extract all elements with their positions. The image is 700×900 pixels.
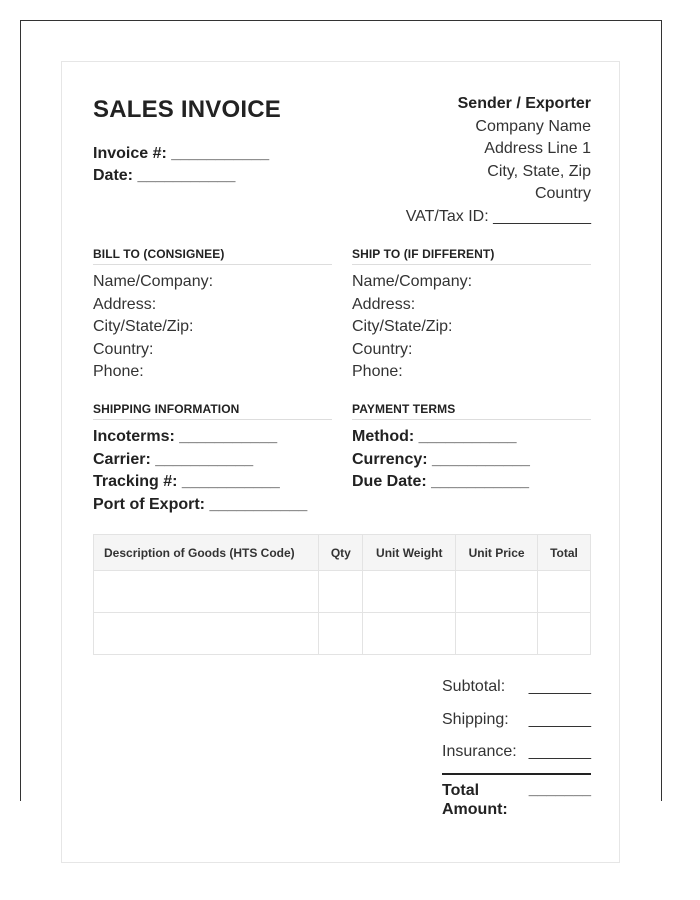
sender-country: Country xyxy=(534,185,591,202)
shipping-label: Shipping: xyxy=(442,710,509,728)
goods-table xyxy=(93,534,591,655)
carrier-field: Carrier: ___________ xyxy=(93,450,254,468)
document-viewport[interactable] xyxy=(20,20,662,818)
bill-to-heading: BILL TO (CONSIGNEE) xyxy=(93,247,332,265)
table-header-row xyxy=(94,535,591,571)
table-cell[interactable] xyxy=(363,571,456,613)
bill-to-city: City/State/Zip: xyxy=(93,318,194,335)
shipping-info-section xyxy=(93,402,332,516)
shipping-info-lines xyxy=(93,426,332,516)
due-date-field: Due Date: ___________ xyxy=(352,473,530,490)
sender-address: Address Line 1 xyxy=(484,140,591,157)
invoice-title: SALES INVOICE xyxy=(93,96,281,123)
bill-to-country: Country: xyxy=(93,340,154,358)
shipping-value: _______ xyxy=(528,710,591,728)
incoterms-field: Incoterms: ___________ xyxy=(93,428,278,445)
tracking-field: Tracking #: ___________ xyxy=(93,473,280,490)
table-cell[interactable] xyxy=(363,613,456,655)
column-header-qty: Qty xyxy=(319,535,363,571)
table-cell[interactable] xyxy=(538,613,591,655)
total-value: _______ xyxy=(528,780,591,798)
ship-to-lines xyxy=(352,271,591,384)
sender-title: Sender / Exporter xyxy=(457,95,591,112)
invoice-number-field: Invoice #: ___________ xyxy=(93,145,270,162)
bill-to-address: Address: xyxy=(93,295,157,313)
invoice-meta xyxy=(93,143,269,187)
ship-to-city: City/State/Zip: xyxy=(352,318,453,335)
shipping-info-heading: SHIPPING INFORMATION xyxy=(93,402,332,420)
table-cell[interactable] xyxy=(94,613,319,655)
subtotal-label: Subtotal: xyxy=(442,678,506,695)
column-header-description: Description of Goods (HTS Code) xyxy=(94,535,319,571)
subtotal-row xyxy=(442,675,591,708)
table-cell[interactable] xyxy=(319,571,363,613)
bill-to-lines xyxy=(93,271,332,384)
shipping-row xyxy=(442,708,591,741)
sender-city: City, State, Zip xyxy=(487,162,591,180)
ship-to-heading: SHIP TO (IF DIFFERENT) xyxy=(352,247,591,265)
payment-method-field: Method: ___________ xyxy=(352,428,517,445)
ship-to-section xyxy=(352,247,591,384)
invoice-date-field: Date: ___________ xyxy=(93,167,236,184)
total-row xyxy=(442,775,591,818)
totals-block xyxy=(442,675,591,818)
payment-terms-section xyxy=(352,402,591,494)
ship-to-country: Country: xyxy=(352,340,413,358)
ship-to-address: Address: xyxy=(352,295,416,313)
sender-vat: VAT/Tax ID: ___________ xyxy=(405,207,591,225)
column-header-unit-price: Unit Price xyxy=(456,535,538,571)
total-label: Total Amount: xyxy=(442,781,508,818)
bill-to-name: Name/Company: xyxy=(93,273,214,290)
column-header-total: Total xyxy=(538,535,591,571)
ship-to-phone: Phone: xyxy=(352,363,403,380)
subtotal-value: _______ xyxy=(528,678,591,695)
insurance-value: _______ xyxy=(528,743,591,760)
ship-to-name: Name/Company: xyxy=(352,273,473,290)
port-of-export-field: Port of Export: ___________ xyxy=(93,495,308,513)
insurance-label: Insurance: xyxy=(442,743,517,760)
table-cell[interactable] xyxy=(319,613,363,655)
currency-field: Currency: ___________ xyxy=(352,450,530,468)
table-row xyxy=(94,613,591,655)
payment-terms-lines xyxy=(352,426,591,494)
table-row xyxy=(94,571,591,613)
bill-to-phone: Phone: xyxy=(93,363,144,380)
table-cell[interactable] xyxy=(456,613,538,655)
table-cell[interactable] xyxy=(538,571,591,613)
column-header-unit-weight: Unit Weight xyxy=(363,535,456,571)
invoice-sheet xyxy=(61,61,620,863)
sender-block xyxy=(406,93,591,228)
table-cell[interactable] xyxy=(456,571,538,613)
bill-to-section xyxy=(93,247,332,384)
insurance-row xyxy=(442,740,591,773)
table-cell[interactable] xyxy=(94,571,319,613)
sender-company: Company Name xyxy=(475,117,591,135)
payment-terms-heading: PAYMENT TERMS xyxy=(352,402,591,420)
